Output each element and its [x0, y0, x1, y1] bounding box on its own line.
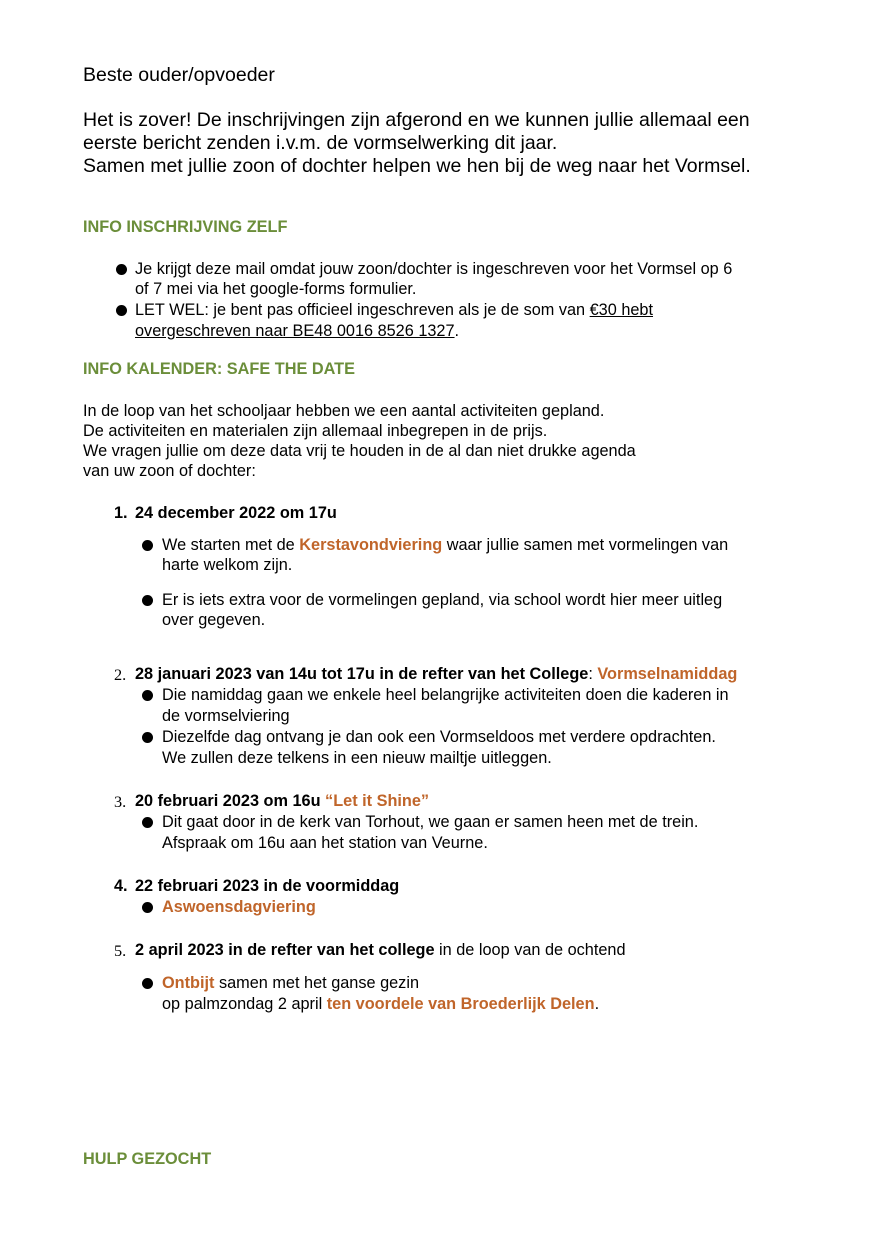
bullet-icon — [142, 690, 153, 701]
intro-line-2: eerste bericht zenden i.v.m. de vormselwerking dit jaar. — [83, 132, 558, 154]
section-heading-hulp: HULP GEZOCHT — [83, 1150, 212, 1168]
bullet-icon — [116, 305, 127, 316]
item-2-bullet-2-line-1: Diezelfde dag ontvang je dan ook een Vormseldoos met verdere opdrachten. — [162, 728, 716, 746]
item-5-bullet-1-line-1: Ontbijt samen met het ganse gezin — [162, 974, 419, 992]
bullet-icon — [116, 264, 127, 275]
item-1-bullet-2-line-1: Er is iets extra voor de vormelingen gepland, via school wordt hier meer uitleg — [162, 591, 723, 609]
item-4-title: 22 februari 2023 in de voormiddag — [135, 877, 400, 895]
intro-line-1: Het is zover! De inschrijvingen zijn afgerond en we kunnen jullie allemaal een — [83, 109, 750, 131]
item-1-bullet-1-line-2: harte welkom zijn. — [162, 556, 293, 574]
item-5-title: 2 april 2023 in de refter van het college in de loop van de ochtend — [135, 941, 626, 959]
bullet-icon — [142, 817, 153, 828]
item-4-number: 4. — [114, 877, 128, 895]
item-5-bullet-1-line-2: op palmzondag 2 april ten voordele van Broederlijk Delen. — [162, 995, 600, 1013]
bullet-icon — [142, 595, 153, 606]
inschrijving-bullet-1-line-1: Je krijgt deze mail omdat jouw zoon/dochter is ingeschreven voor het Vormsel op 6 — [135, 260, 733, 278]
inschrijving-bullet-2-line-1: LET WEL: je bent pas officieel ingeschreven als je de som van €30 hebt — [135, 301, 654, 319]
kalender-intro-line-2: De activiteiten en materialen zijn allemaal inbegrepen in de prijs. — [83, 422, 548, 440]
item-5-number: 5. — [114, 941, 127, 960]
item-3-number: 3. — [114, 792, 127, 811]
item-2-bullet-1-line-2: de vormselviering — [162, 707, 290, 725]
payment-link-account[interactable]: overgeschreven naar BE48 0016 8526 1327 — [135, 322, 455, 340]
greeting: Beste ouder/opvoeder — [83, 64, 275, 86]
item-1-bullet-1-line-1: We starten met de Kerstavondviering waar jullie samen met vormelingen van — [162, 536, 729, 554]
item-3-title: 20 februari 2023 om 16u “Let it Shine” — [135, 792, 430, 810]
bullet-icon — [142, 732, 153, 743]
item-1-title: 24 december 2022 om 17u — [135, 504, 337, 522]
payment-link-amount[interactable]: €30 hebt — [589, 301, 654, 319]
bullet-icon — [142, 978, 153, 989]
section-heading-inschrijving: INFO INSCHRIJVING ZELF — [83, 218, 288, 236]
kalender-intro-line-1: In de loop van het schooljaar hebben we een aantal activiteiten gepland. — [83, 402, 605, 420]
item-3-bullet-1-line-1: Dit gaat door in de kerk van Torhout, we gaan er samen heen met de trein. — [162, 813, 699, 831]
item-4-bullet-1: Aswoensdagviering — [162, 898, 316, 916]
kalender-intro-line-3: We vragen jullie om deze data vrij te houden in de al dan niet drukke agenda — [83, 442, 636, 460]
bullet-icon — [142, 902, 153, 913]
bullet-icon — [142, 540, 153, 551]
item-2-title: 28 januari 2023 van 14u tot 17u in de refter van het College: Vormselnamiddag — [135, 665, 738, 683]
inschrijving-bullet-1-line-2: of 7 mei via het google-forms formulier. — [135, 280, 417, 298]
item-2-number: 2. — [114, 665, 127, 684]
item-3-bullet-1-line-2: Afspraak om 16u aan het station van Veurne. — [162, 834, 488, 852]
intro-line-3: Samen met jullie zoon of dochter helpen we hen bij de weg naar het Vormsel. — [83, 155, 751, 177]
inschrijving-bullet-2-line-2: overgeschreven naar BE48 0016 8526 1327. — [135, 322, 460, 340]
item-2-bullet-2-line-2: We zullen deze telkens in een nieuw mailtje uitleggen. — [162, 749, 552, 767]
item-1-bullet-2-line-2: over gegeven. — [162, 611, 266, 629]
item-1-number: 1. — [114, 504, 128, 522]
kalender-intro-line-4: van uw zoon of dochter: — [83, 462, 256, 480]
section-heading-kalender: INFO KALENDER: SAFE THE DATE — [83, 360, 355, 378]
item-2-bullet-1-line-1: Die namiddag gaan we enkele heel belangrijke activiteiten doen die kaderen in — [162, 686, 729, 704]
